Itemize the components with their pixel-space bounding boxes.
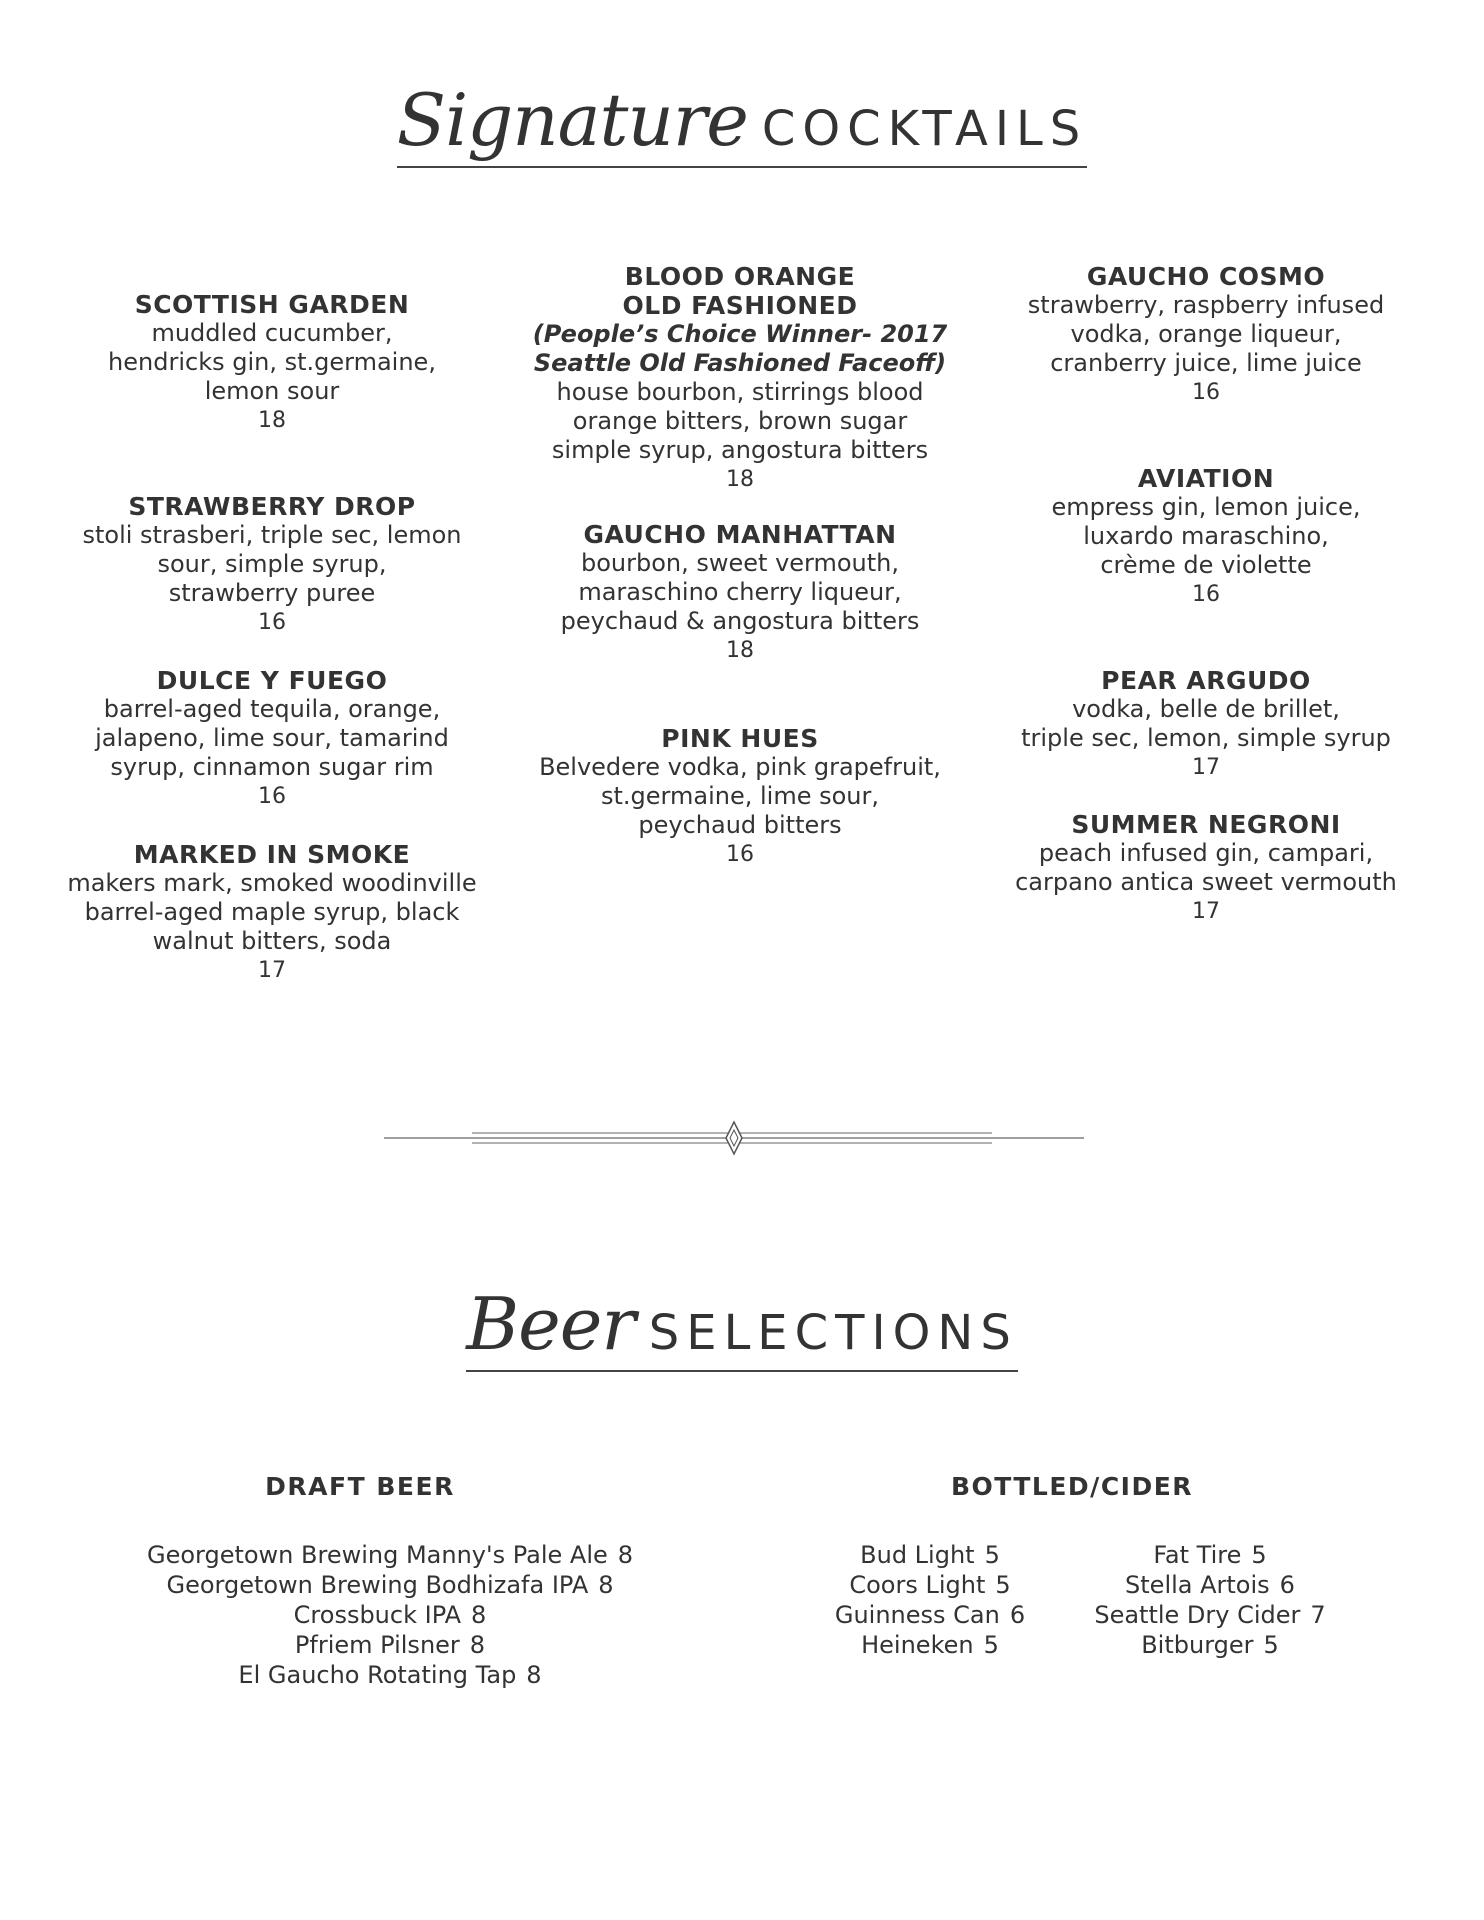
beer-name: Georgetown Brewing Bodhizafa IPA: [166, 1571, 589, 1599]
beer-price: 5: [1263, 1631, 1279, 1659]
beer-heading-caps: SELECTIONS: [648, 1305, 1018, 1361]
list-item: [800, 1570, 1060, 1600]
item-price: 17: [1192, 899, 1220, 924]
item-name: BLOOD ORANGE: [624, 262, 856, 291]
draft-beer-title: DRAFT BEER: [265, 1472, 455, 1501]
item-desc: empress gin, lemon juice,: [1051, 493, 1361, 521]
beer-name: El Gaucho Rotating Tap: [238, 1661, 517, 1689]
item-desc: lemon sour: [204, 377, 340, 405]
item-desc: muddled cucumber,: [151, 319, 393, 347]
item-name: GAUCHO COSMO: [1086, 262, 1326, 291]
item-desc: maraschino cherry liqueur,: [578, 578, 902, 606]
item-name: PINK HUES: [661, 724, 819, 753]
beer-price: 5: [995, 1571, 1011, 1599]
beer-heading: [0, 1282, 1484, 1372]
list-item: [60, 1600, 720, 1630]
item-price: 16: [1192, 582, 1220, 607]
item-desc: triple sec, lemon, simple syrup: [1021, 724, 1391, 752]
item-desc: peychaud bitters: [638, 811, 842, 839]
item-price: 16: [258, 610, 286, 635]
item-desc: peychaud & angostura bitters: [560, 607, 920, 635]
item-desc: sour, simple syrup,: [157, 550, 387, 578]
list-item: [60, 1630, 720, 1660]
item-name: DULCE Y FUEGO: [156, 666, 388, 695]
bottled-list-col2: [1070, 1540, 1350, 1660]
beer-price: 5: [984, 1541, 1000, 1569]
list-item: [60, 1660, 720, 1690]
beer-price: 7: [1310, 1601, 1326, 1629]
item-desc: strawberry, raspberry infused: [1027, 291, 1385, 319]
item-price: 17: [1192, 755, 1220, 780]
item-desc: strawberry puree: [168, 579, 376, 607]
item-desc: syrup, cinnamon sugar rim: [110, 753, 434, 781]
item-desc: makers mark, smoked woodinville: [67, 869, 477, 897]
list-item: [1070, 1600, 1350, 1630]
beer-name: Heineken: [861, 1631, 974, 1659]
item-desc: Belvedere vodka, pink grapefruit,: [539, 753, 941, 781]
item-desc: vodka, orange liqueur,: [1070, 320, 1342, 348]
item-desc: jalapeno, lime sour, tamarind: [95, 724, 449, 752]
beer-price: 8: [469, 1631, 486, 1659]
list-item: [800, 1600, 1060, 1630]
item-desc: luxardo maraschino,: [1083, 522, 1329, 550]
beer-price: 6: [1279, 1571, 1295, 1599]
item-desc: stoli strasberi, triple sec, lemon: [82, 521, 462, 549]
item-desc: carpano antica sweet vermouth: [1015, 868, 1397, 896]
beer-name: Fat Tire: [1153, 1541, 1242, 1569]
list-item: [1070, 1570, 1350, 1600]
item-desc: st.germaine, lime sour,: [601, 782, 879, 810]
item-price: 16: [258, 784, 286, 809]
item-name: SUMMER NEGRONI: [1071, 810, 1341, 839]
item-name: STRAWBERRY DROP: [128, 492, 416, 521]
item-desc: walnut bitters, soda: [152, 927, 392, 955]
item-desc: vodka, belle de brillet,: [1072, 695, 1340, 723]
item-desc: hendricks gin, st.germaine,: [108, 348, 436, 376]
list-item: [1070, 1540, 1350, 1570]
beer-heading-script: Beer: [466, 1282, 635, 1366]
beer-name: Pfriem Pilsner: [294, 1631, 460, 1659]
item-desc: bourbon, sweet vermouth,: [580, 549, 900, 577]
item-desc: crème de violette: [1100, 551, 1312, 579]
item-desc: peach infused gin, campari,: [1038, 839, 1374, 867]
item-desc: cranberry juice, lime juice: [1050, 349, 1362, 377]
item-name: GAUCHO MANHATTAN: [583, 520, 897, 549]
beer-name: Stella Artois: [1125, 1571, 1270, 1599]
beer-name: Bitburger: [1141, 1631, 1254, 1659]
item-price: 18: [726, 638, 754, 663]
item-name: OLD FASHIONED: [622, 291, 858, 320]
item-desc: simple syrup, angostura bitters: [551, 436, 929, 464]
beer-price: 8: [526, 1661, 542, 1689]
item-name: PEAR ARGUDO: [1101, 666, 1311, 695]
bottled-cider-title: BOTTLED/CIDER: [950, 1472, 1194, 1501]
list-item: [800, 1630, 1060, 1660]
item-price: 16: [1192, 380, 1220, 405]
item-name: AVIATION: [1137, 464, 1275, 493]
list-item: [60, 1570, 720, 1600]
beer-price: 8: [617, 1541, 634, 1569]
beer-name: Guinness Can: [834, 1601, 1000, 1629]
item-name: SCOTTISH GARDEN: [134, 290, 410, 319]
item-price: 18: [258, 408, 286, 433]
beer-price: 8: [471, 1601, 487, 1629]
list-item: [60, 1540, 720, 1570]
draft-beer-list: [60, 1540, 720, 1690]
item-desc: orange bitters, brown sugar: [572, 407, 908, 435]
beer-price: 6: [1009, 1601, 1026, 1629]
item-award-note: Seattle Old Fashioned Faceoff): [533, 349, 947, 377]
beer-name: Georgetown Brewing Manny's Pale Ale: [146, 1541, 608, 1569]
beer-name: Coors Light: [849, 1571, 986, 1599]
item-name: MARKED IN SMOKE: [133, 840, 411, 869]
item-desc: barrel-aged maple syrup, black: [84, 898, 460, 926]
beer-price: 5: [983, 1631, 999, 1659]
beer-name: Seattle Dry Cider: [1094, 1601, 1301, 1629]
item-desc: house bourbon, stirrings blood: [556, 378, 924, 406]
item-price: 16: [726, 842, 754, 867]
beer-name: Bud Light: [860, 1541, 975, 1569]
item-price: 17: [258, 958, 286, 983]
list-item: [800, 1540, 1060, 1570]
item-award-note: (People’s Choice Winner- 2017: [532, 320, 948, 348]
cocktails-heading-caps: COCKTAILS: [761, 101, 1088, 157]
item-price: 18: [726, 467, 754, 492]
item-desc: barrel-aged tequila, orange,: [103, 695, 441, 723]
cocktails-heading-script: Signature: [396, 78, 748, 162]
beer-price: 8: [598, 1571, 614, 1599]
beer-price: 5: [1251, 1541, 1267, 1569]
beer-heading-underline: [466, 1282, 1018, 1372]
bottled-list-col1: [800, 1540, 1060, 1660]
beer-name: Crossbuck IPA: [293, 1601, 462, 1629]
list-item: [1070, 1630, 1350, 1660]
